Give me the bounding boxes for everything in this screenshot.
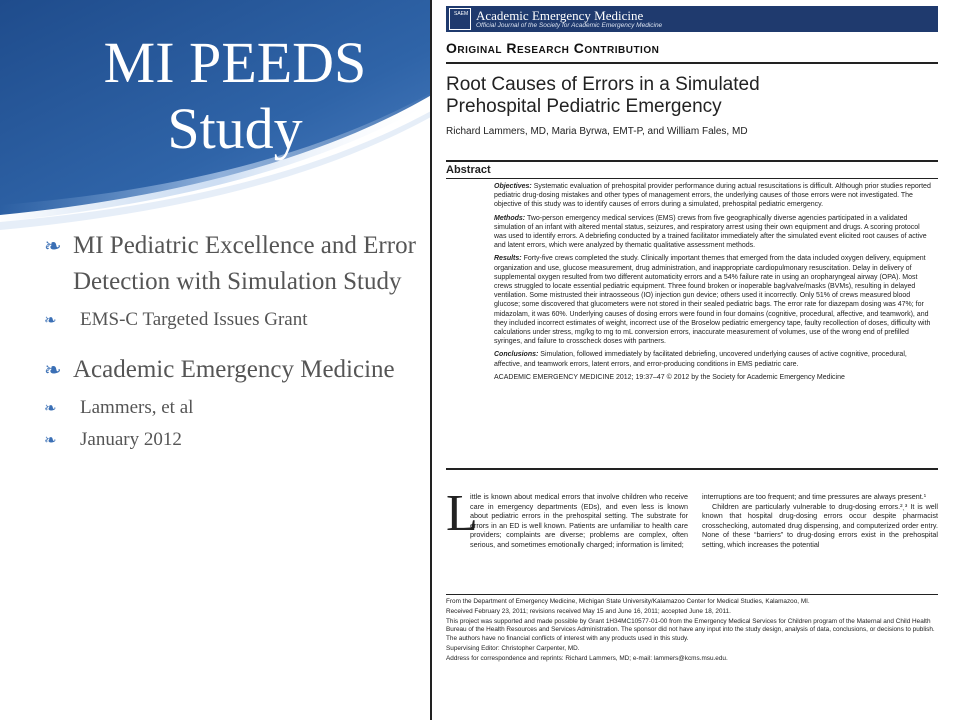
sub-bullet-text: Lammers, et al xyxy=(80,397,194,418)
abstract-label: Results: xyxy=(494,255,522,263)
body-column-left xyxy=(446,492,688,550)
abstract-citation: ACADEMIC EMERGENCY MEDICINE 2012; 19:37–47 © 2012 by the Society for Academic Emergency Medicine xyxy=(494,373,845,381)
abstract-paragraph xyxy=(494,350,934,368)
article-title xyxy=(446,74,946,118)
article-footnotes xyxy=(446,598,938,665)
slide-title-line-1: MI PEEDS xyxy=(103,30,367,95)
drop-cap: L xyxy=(446,485,478,542)
abstract-box xyxy=(446,160,938,470)
bullet-group xyxy=(44,352,424,452)
abstract-heading: Abstract xyxy=(446,164,491,176)
article-title-line-2: Prehospital Pediatric Emergency xyxy=(446,96,722,117)
fleuron-bullet-icon: ❧ xyxy=(44,358,62,382)
sub-bullet-item xyxy=(44,428,424,452)
divider xyxy=(446,594,938,595)
abstract-paragraph xyxy=(494,214,934,251)
fleuron-bullet-icon: ❧ xyxy=(44,399,57,417)
bullet-item xyxy=(44,228,424,300)
abstract-paragraph xyxy=(494,182,934,210)
abstract-text: Forty-five crews completed the study. Clinically important themes that emerged from the data included oxygen delivery, equipment organization and use, glucose measurement, drug administration, and inappropriate cardiopulmonary resuscitation. Delay in delivery of supplemental oxygen resulted from two different automaticity errors and a 54% failure rate in using an oropharyngeal airway (OPA). Most crews struggled to locate essential pediatric equipment. Three found broken or inoperable bag/valve/masks (BVMs), resulting in delayed ventilation. Some mistrusted their intraosseous (IO) injection gun device; others used it incorrectly. Only 51% of crews measured blood glucose; some discovered that glucometers were not stored in their sealed pediatric bags. The error rate for diazepam dosing was 47%; for midazolam, it was 60%. Underlying causes of dosing errors were found in four domains (cognitive, procedural, affective, and teamwork), and they included incorrect estimates of weight, incorrect use of the Broselow pediatric emergency tape, faulty recollection of doses, difficulty with calculations under stress, mg/kg to mg to mL conversion errors, inaccurate measurement of volumes, use of the wrong end of prefilled syringes, and failure to crosscheck doses with partners. xyxy=(494,255,931,346)
footnote: Address for correspondence and reprints: Richard Lammers, MD; e-mail: lammers@kcms.msu.edu. xyxy=(446,654,728,662)
divider xyxy=(446,178,938,179)
body-text: interruptions are too frequent; and time pressures are always present.¹ xyxy=(702,492,927,501)
journal-logo-icon xyxy=(449,8,471,30)
sub-bullet-item xyxy=(44,396,424,420)
abstract-label: Conclusions: xyxy=(494,351,539,359)
bullet-text: Academic Emergency Medicine xyxy=(73,356,395,383)
article-title-line-1: Root Causes of Errors in a Simulated xyxy=(446,74,760,95)
abstract-label: Objectives: xyxy=(494,183,532,190)
journal-article-image xyxy=(430,0,960,720)
sub-bullet-list xyxy=(44,396,424,452)
body-column-right xyxy=(702,492,938,550)
footnote: Supervising Editor: Christopher Carpenter, MD. xyxy=(446,644,580,652)
slide-title xyxy=(0,30,470,162)
body-text: ittle is known about medical errors that involve children who receive care in emergency departments (EDs), and even less is known about pediatric errors in the prehospital setting. The substrate for errors in an ED is well known. Patients are unfamiliar to health care providers; complaints are diverse; problems are complex, often serious, and sometimes emotionally charged; information is limited; xyxy=(470,492,688,549)
slide-title-line-2: Study xyxy=(167,96,303,161)
sub-bullet-text: January 2012 xyxy=(80,429,182,450)
divider xyxy=(446,62,938,64)
bullet-list xyxy=(44,228,424,472)
journal-logo-text: SAEM xyxy=(454,11,469,17)
abstract-text: Two-person emergency medical services (EMS) crews from five geographically diverse agencies participated in a validated simulation of an infant with altered mental status, seizures, and respiratory arrest using their own equipment and drugs. A scoring protocol was used to identify errors. A debriefing conducted by a trained facilitator immediately after the simulated event elicited root causes of active and latent errors, which were analyzed by thematic qualitative assessment methods. xyxy=(494,214,927,250)
sub-bullet-item xyxy=(44,308,424,332)
fleuron-bullet-icon: ❧ xyxy=(44,234,62,258)
article-authors: Richard Lammers, MD, Maria Byrwa, EMT-P, and William Fales, MD xyxy=(446,126,748,137)
fleuron-bullet-icon: ❧ xyxy=(44,431,57,449)
bullet-item xyxy=(44,352,424,388)
abstract-paragraph xyxy=(494,254,934,346)
abstract-label: Methods: xyxy=(494,214,526,222)
abstract-text: Systematic evaluation of prehospital provider performance during actual resuscitations is difficult. Although prior studies reported pediatric drug-dosing mistakes and other types of management errors, the underlying causes of those errors were not investigated. The objective of this study was to identify causes of errors during a simulated, prehospital pediatric emergency. xyxy=(494,183,931,209)
abstract-body xyxy=(494,182,934,386)
journal-subtitle: Official Journal of the Society for Academic Emergency Medicine xyxy=(476,22,663,29)
journal-header-bar xyxy=(446,6,938,32)
article-body xyxy=(446,485,938,584)
body-text: Children are particularly vulnerable to drug-dosing errors.²ˎ³ It is well known that hospital drug-dosing errors occur despite pharmacist crosschecking, automated drug dispensing, and computerized order entry. None of these “barriers” to drug-dosing errors exist in the prehospital setting, which increases the potential xyxy=(702,501,938,549)
bullet-text: MI Pediatric Excellence and Error Detection with Simulation Study xyxy=(73,232,416,295)
section-label: Original Research Contribution xyxy=(446,40,660,56)
footnote: Received February 23, 2011; revisions received May 15 and June 16, 2011; accepted June 18, 2011. xyxy=(446,607,731,615)
fleuron-bullet-icon: ❧ xyxy=(44,311,57,329)
sub-bullet-list xyxy=(44,308,424,332)
journal-name: Academic Emergency Medicine xyxy=(476,8,644,23)
abstract-text: Simulation, followed immediately by facilitated debriefing, uncovered underlying causes of active cognitive, procedural, affective, and teamwork errors, latent errors, and error-producing conditions in EMS pediatric care. xyxy=(494,351,907,368)
footnote: From the Department of Emergency Medicine, Michigan State University/Kalamazoo Center for Medical Studies, Kalamazoo, MI. xyxy=(446,598,810,605)
sub-bullet-text: EMS-C Targeted Issues Grant xyxy=(80,309,308,330)
bullet-group xyxy=(44,228,424,332)
footnote: This project was supported and made possible by Grant 1H34MC10577-01-00 from the Emergency Medical Services for Children program of the Maternal and Child Health Bureau of the Health Resources and Services Administration. The sponsor did not have any input into the study design, analysis of data, conclusions, or decisions to publish. The authors have no financial conflicts of interest with any products used in this study. xyxy=(446,617,935,643)
